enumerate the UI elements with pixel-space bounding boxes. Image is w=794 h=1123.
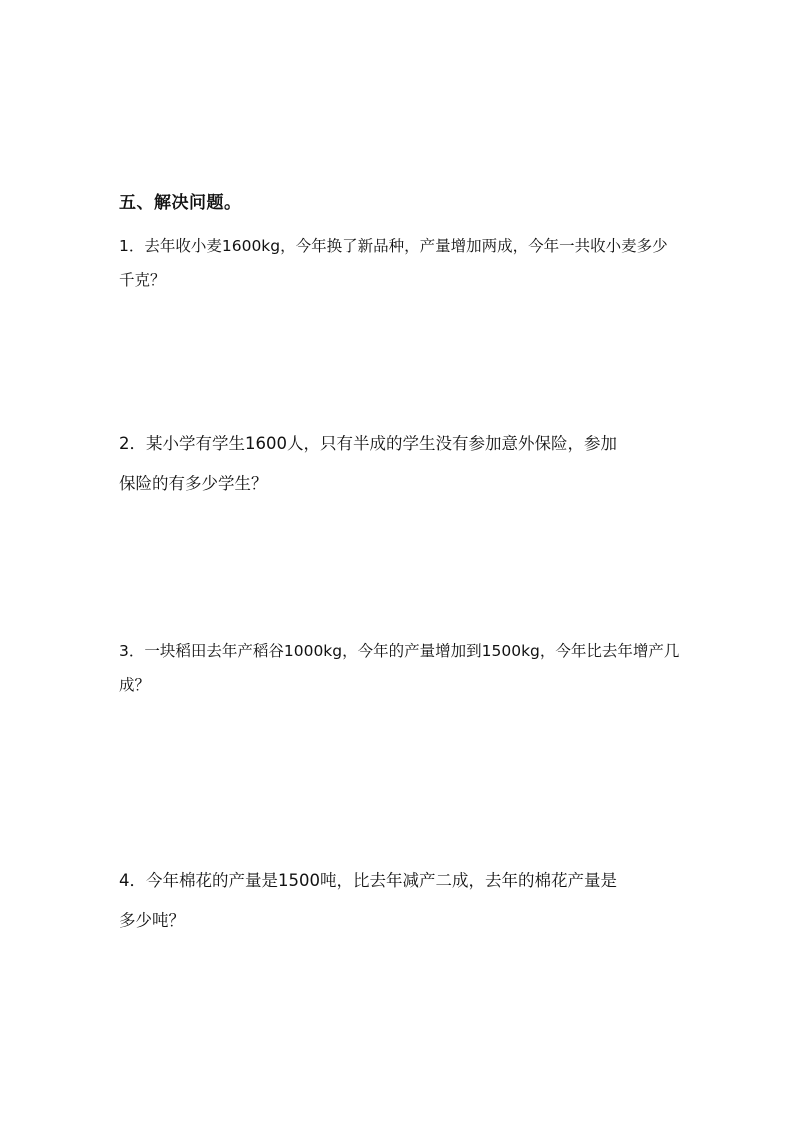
question-2-line-1: 2．某小学有学生1600人，只有半成的学生没有参加意外保险，参加 [119, 434, 617, 453]
question-4-line-2: 多少吨？ [119, 911, 185, 930]
question-2-line-2: 保险的有多少学生？ [119, 474, 268, 493]
question-3-line-2: 成？ [119, 676, 151, 694]
question-1-line-2: 千克？ [119, 271, 166, 289]
question-4-line-1: 4．今年棉花的产量是1500吨，比去年减产二成，去年的棉花产量是 [119, 871, 617, 890]
question-1-line-1: 1．去年收小麦1600kg，今年换了新品种，产量增加两成，今年一共收小麦多少 [119, 237, 668, 255]
section-title: 五、解决问题。 [119, 193, 242, 213]
question-3-line-1: 3．一块稻田去年产稻谷1000kg，今年的产量增加到1500kg，今年比去年增产几 [119, 642, 680, 660]
